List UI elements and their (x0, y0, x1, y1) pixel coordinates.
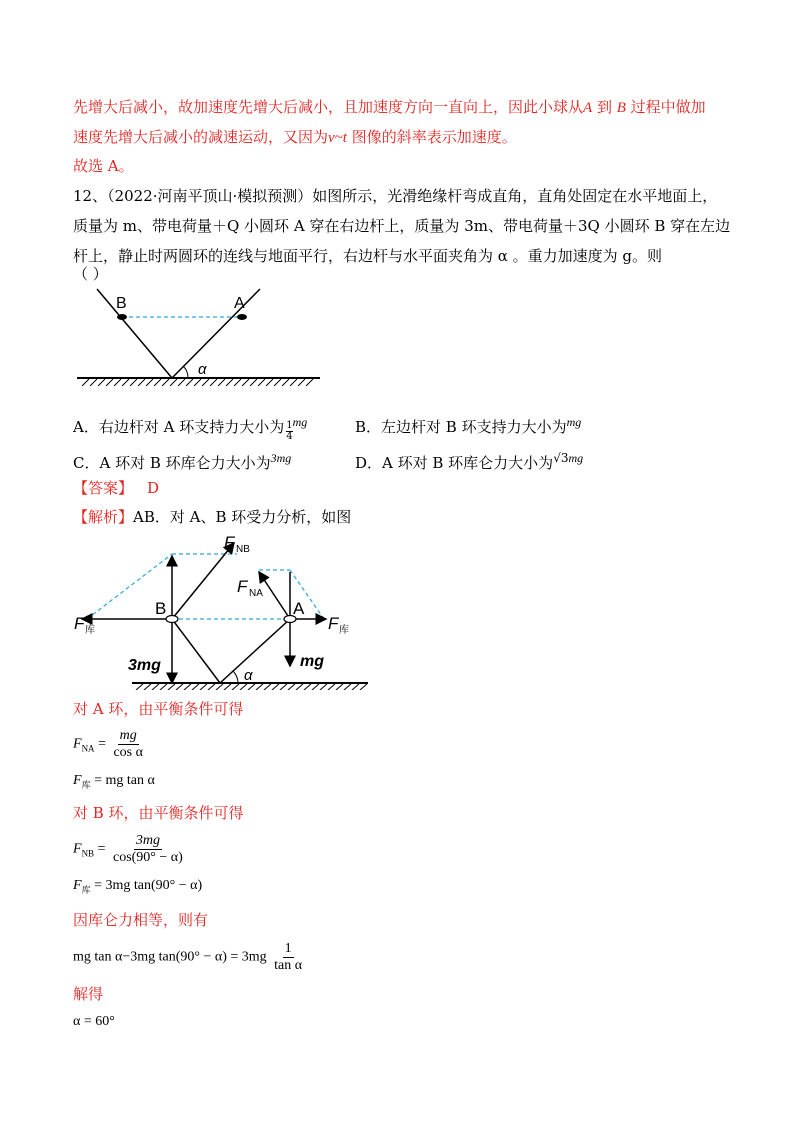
label-F-ku-left: F (74, 614, 85, 633)
label-3mg: 3mg (128, 657, 161, 674)
label-alpha: α (198, 361, 207, 378)
question-line-2: 质量为 m、带电荷量＋Q 小圆环 A 穿在右边杆上，质量为 3m、带电荷量＋3Q 小圆环 B 穿在左边 (73, 217, 731, 235)
force-diagram (72, 528, 372, 690)
label-A: A (234, 295, 245, 312)
equal-heading: 因库仑力相等，则有 (73, 911, 209, 929)
equation-F-NB: $F_{NB}$ = $\frac{3mg}{\cos(90^\circ - \alpha)}$ (73, 833, 183, 865)
equation-result: α = 60° (73, 1014, 115, 1029)
option-B[interactable]: B．左边杆对 B 环支持力大小为$^{mg}$ (355, 415, 582, 436)
intro-line-1: 先增大后减小，故加速度先增大后减小，且加速度方向一直向上，因此小球从A 到 B 过程中做加 (73, 98, 706, 116)
question-line-3: 杆上，静止时两圆环的连线与地面平行，右边杆与水平面夹角为 α 。重力加速度为 g。则 (73, 247, 663, 265)
label-F-NB: F (224, 533, 235, 552)
intro-line-3: 故选 A。 (73, 157, 134, 175)
label-alpha-2: α (244, 667, 253, 684)
label-ku-left: 库 (85, 625, 95, 636)
ring-B (117, 314, 127, 320)
intro-line-2: 速度先增大后减小的减速运动，又因为v~t 图像的斜率表示加速度。 (73, 128, 517, 146)
analysis-line: 【解析】AB．对 A、B 环受力分析，如图 (73, 508, 352, 526)
label-F-NA: F (237, 577, 248, 596)
for-A-heading: 对 A 环，由平衡条件可得 (73, 700, 244, 718)
label-B: B (116, 295, 127, 312)
left-rod (97, 289, 172, 378)
equation-F-NA: $F_{NA}$ = $\frac{mg}{\text{cos α}}$ (73, 728, 143, 760)
right-rod (172, 289, 260, 378)
label-ku-right: 库 (339, 625, 349, 636)
question-figure (72, 286, 324, 386)
option-D[interactable]: D．A 环对 B 环库仑力大小为$^{√3mg}$ (355, 451, 584, 472)
option-C[interactable]: C．A 环对 B 环库仑力大小为$^{3mg}$ (73, 451, 292, 472)
solve-heading: 解得 (73, 985, 104, 1003)
answer-line: 【答案】 D (73, 479, 160, 497)
question-line-4: （ ） (73, 265, 108, 283)
label-F-ku-right: F (328, 614, 339, 633)
for-B-heading: 对 B 环，由平衡条件可得 (73, 804, 244, 822)
label-NB-sub: NB (236, 544, 250, 555)
question-line-1: 12、（2022·河南平顶山·模拟预测）如图所示，光滑绝缘杆弯成直角，直角处固定在水平地面上， (73, 187, 718, 205)
equation-F-ku-B: $F_库 = 3mg$ tan(90° − α) (73, 878, 203, 895)
ring-A (237, 314, 247, 320)
label-mg: mg (300, 653, 324, 670)
label-ring-A: A (293, 599, 305, 618)
label-NA-sub: NA (249, 588, 263, 599)
equation-equal-forces: mg tan α−3mg tan(90° − α) = 3mg $\frac{1}{\text{tan α}}$ (73, 941, 303, 973)
option-A[interactable]: A．右边杆对 A 环支持力大小为 $\frac{1}{4}$ $^{mg}$ (73, 415, 308, 442)
label-ring-B: B (155, 599, 167, 618)
equation-F-ku-A: $F_库$ = mg tan α (73, 773, 155, 790)
